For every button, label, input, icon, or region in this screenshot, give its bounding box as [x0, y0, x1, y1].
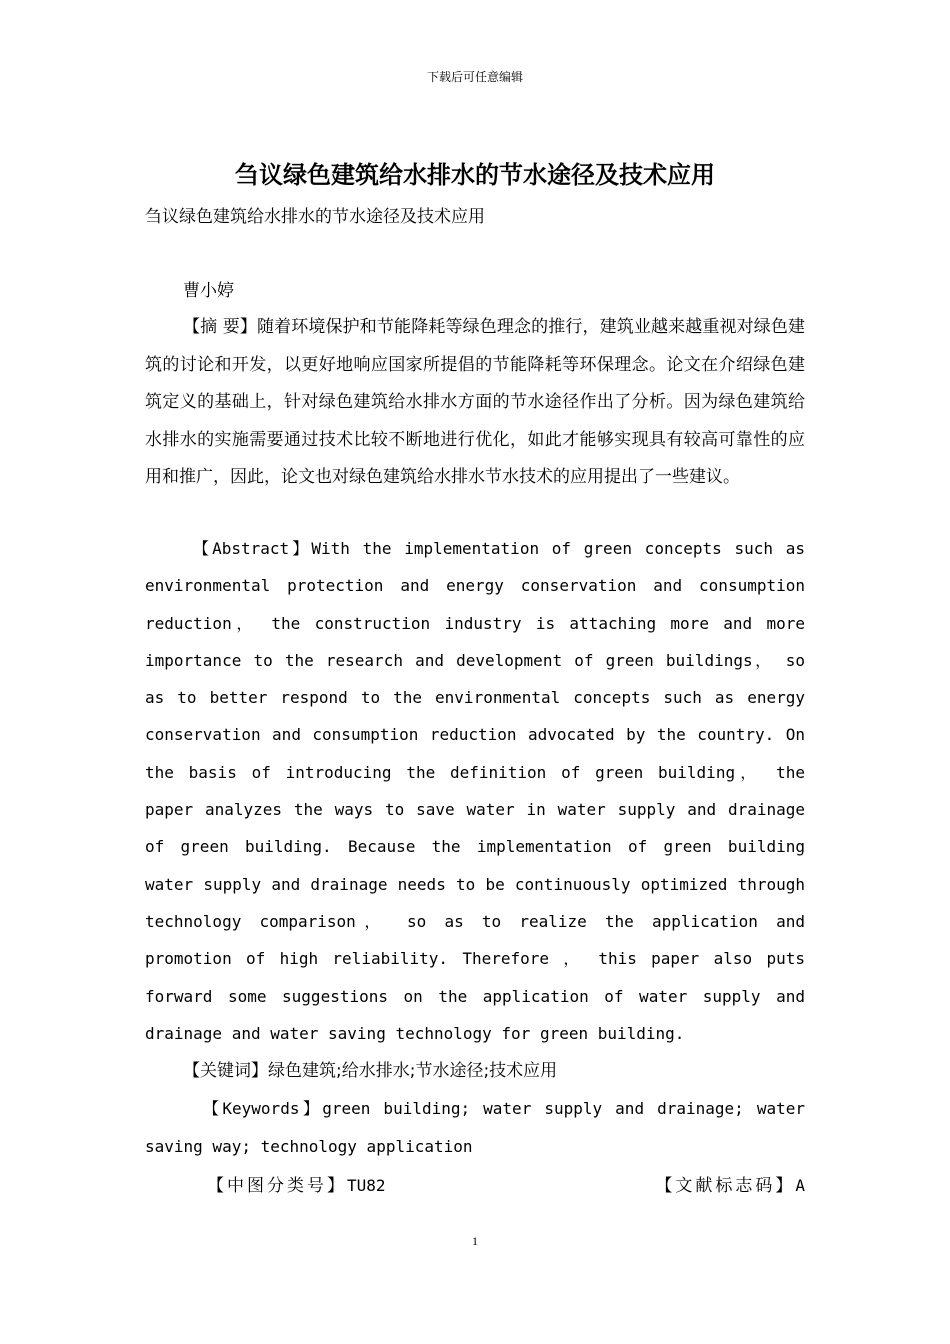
doc-code-label: 【文献标志码】 — [655, 1176, 796, 1196]
document-subtitle: 刍议绿色建筑给水排水的节水途径及技术应用 — [145, 207, 485, 227]
keywords-chinese: 【关键词】绿色建筑;给水排水;节水途径;技术应用 — [183, 1061, 558, 1081]
classification-value: TU82 — [347, 1176, 386, 1195]
document-title: 刍议绿色建筑给水排水的节水途径及技术应用 — [235, 161, 715, 189]
abstract-english: 【Abstract】With the implementation of green concepts such as environmental protection and energy conservation and consumption reduction， the construction industry is attaching more and more importance to the research and development of green buildings， so as to better respond to the environmental concepts such as energy conservation and consumption reduction advocated by the country. On the basis of introducing the definition of green building， the paper analyzes the ways to save water in water supply and drainage of green building. Because the implementation of green building water supply and drainage needs to be continuously optimized through technology comparison， so as to realize the application and promotion of high reliability. Therefore ， this paper also puts forward some suggestions on the application of water supply and drainage and water saving technology for green building. — [145, 539, 805, 1043]
classification-label: 【中图分类号】 — [207, 1176, 347, 1196]
abstract-chinese: 【摘 要】随着环境保护和节能降耗等绿色理念的推行，建筑业越来越重视对绿色建筑的讨论和开发，以更好地响应国家所提倡的节能降耗等环保理念。论文在介绍绿色建筑定义的基础上，针对绿色建筑给水排水方面的节水途径作出了分析。因为绿色建筑给水排水的实施需要通过技术比较不断地进行优化，如此才能够实现具有较高可靠性的应用和推广，因此，论文也对绿色建筑给水排水节水技术的应用提出了一些建议。 — [145, 317, 805, 487]
doc-code-value: A — [795, 1176, 805, 1195]
classification-number — [207, 1171, 386, 1196]
page-number: 1 — [472, 1234, 478, 1248]
header-note: 下载后可任意编辑 — [426, 70, 523, 84]
author-name: 曹小婷 — [183, 281, 234, 301]
document-code — [655, 1171, 805, 1196]
keywords-english: 【Keywords】green building; water supply and drainage; water saving way; technology application — [145, 1099, 805, 1156]
